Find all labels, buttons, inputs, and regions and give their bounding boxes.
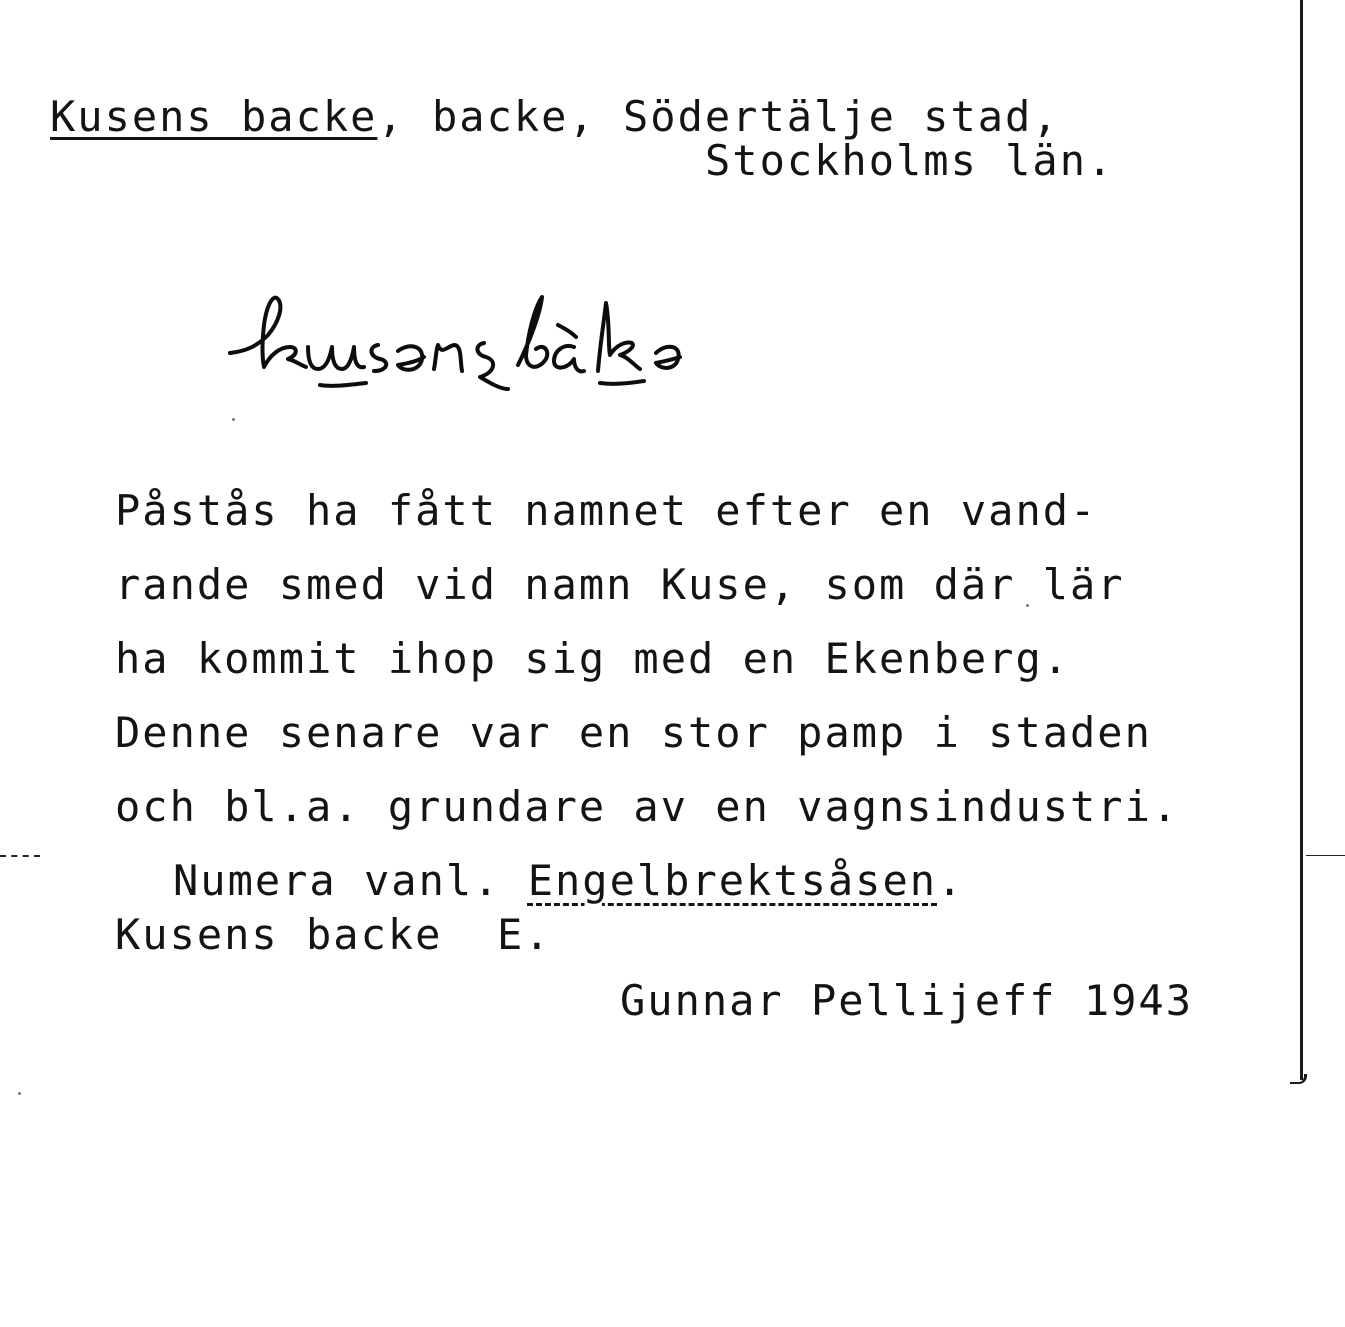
body-line-3: ha kommit ihop sig med en Ekenberg. xyxy=(115,634,1071,683)
body-line-2: rande smed vid namn Kuse, som där lär xyxy=(115,560,1125,609)
scan-speck xyxy=(18,1092,21,1095)
current-name-suffix: . xyxy=(937,856,965,905)
signature: Gunnar Pellijeff 1943 xyxy=(620,976,1194,1025)
scan-speck xyxy=(232,418,235,421)
body-line-1: Påstås ha fått namnet efter en vand- xyxy=(115,486,1098,535)
card-corner xyxy=(1290,1074,1307,1084)
current-name: Engelbrektsåsen xyxy=(527,856,938,905)
place-description: , backe, Södertälje stad, xyxy=(377,92,1060,141)
handwritten-pronunciation xyxy=(228,285,888,395)
place-name: Kusens backe xyxy=(50,92,378,141)
body-line-6 xyxy=(173,856,965,905)
scan-mark-left xyxy=(0,855,40,857)
body-line-5: och bl.a. grundare av en vagnsindustri. xyxy=(115,782,1180,831)
body-line-7: Kusens backe E. xyxy=(115,910,552,959)
card-right-edge xyxy=(1300,0,1303,1080)
current-name-prefix: Numera vanl. xyxy=(173,856,528,905)
header-line-2: Stockholms län. xyxy=(705,136,1115,185)
body-line-4: Denne senare var en stor pamp i staden xyxy=(115,708,1152,757)
handwriting-image xyxy=(228,285,888,395)
header-line-1 xyxy=(50,92,1060,141)
scan-mark-right xyxy=(1306,855,1345,856)
